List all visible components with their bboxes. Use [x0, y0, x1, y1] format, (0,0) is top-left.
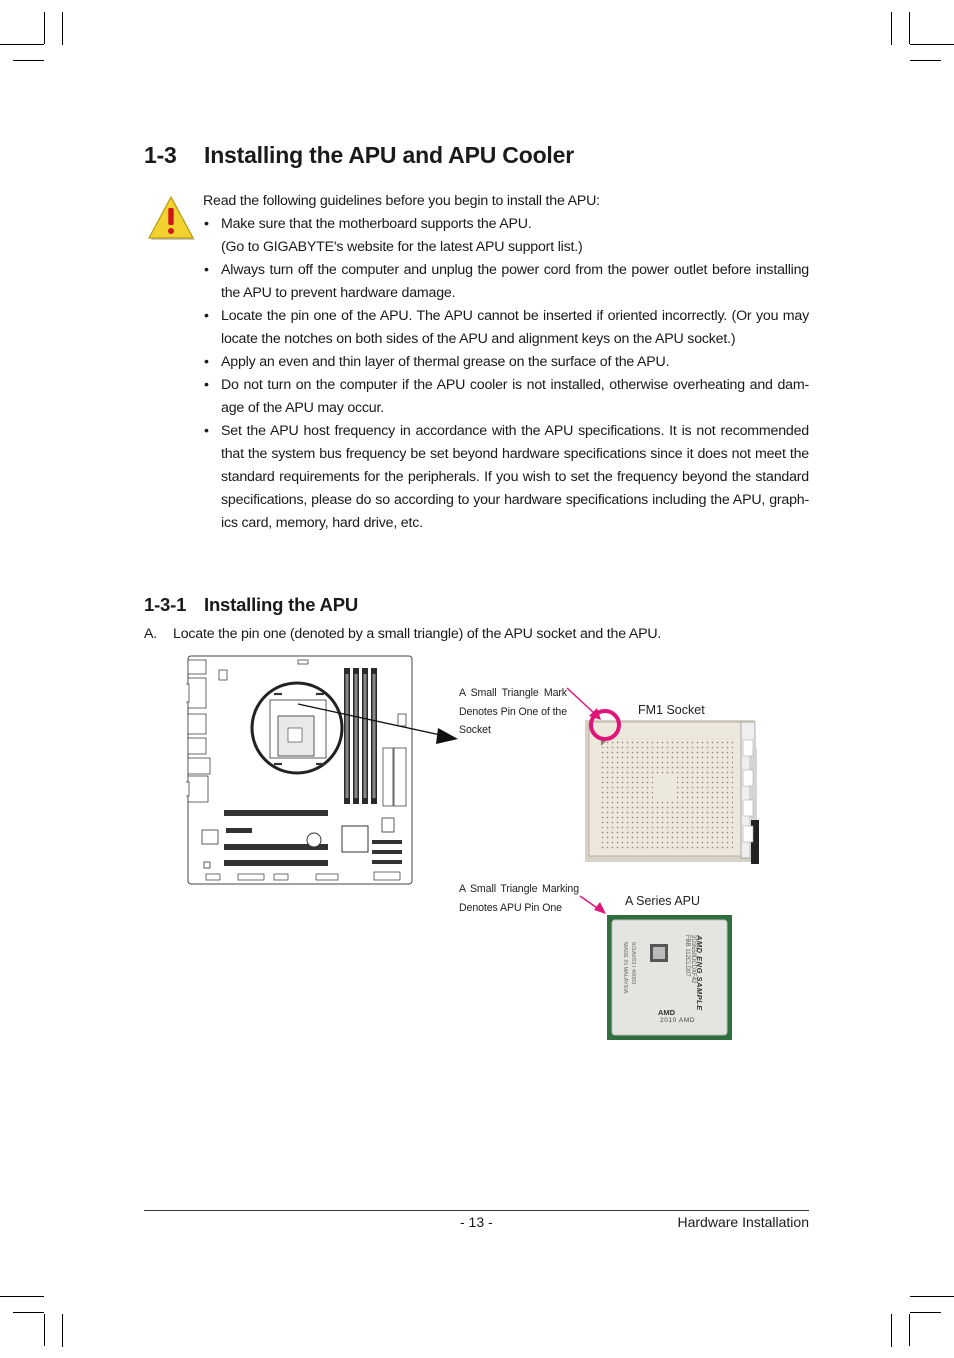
apu-chip-side-text [624, 942, 638, 1012]
crop-mark [910, 1312, 941, 1313]
apu-chip-text [684, 935, 730, 1011]
crop-mark [910, 44, 954, 45]
step-a [144, 626, 824, 642]
chip-code-line: 2D3550DCDXF42 [690, 935, 696, 984]
warning-icon [146, 194, 196, 242]
crop-mark [0, 44, 44, 45]
section-title: Installing the APU and APU Cooler [204, 142, 574, 168]
crop-mark [0, 1296, 44, 1297]
guidelines-list [203, 213, 809, 535]
chip-code-line: 9J1A0S3 I 40003 [630, 942, 636, 985]
subsection-heading [144, 594, 358, 616]
crop-mark [62, 12, 63, 45]
warning-guidelines [203, 190, 809, 535]
list-item-text: Locate the pin one of the APU. The APU cannot be inserted if oriented incorrectly. (Or you may locate the notches on both sides of the APU and alignment keys on the APU socket.) [221, 308, 809, 347]
list-item [203, 420, 809, 535]
list-item-text: Apply an even and thin layer of thermal grease on the surface of the APU. [221, 354, 670, 370]
chip-code-line: FBB 112CLD07 [684, 935, 690, 977]
pointer-arrow-icon [250, 690, 460, 780]
bullet-icon: • [204, 308, 209, 324]
list-item [203, 305, 809, 351]
bullet-icon: • [204, 423, 209, 439]
crop-mark [910, 60, 941, 61]
chip-year: 2010 AMD [660, 1017, 696, 1024]
section-number: 1-3 [144, 142, 177, 168]
list-item [203, 351, 809, 374]
crop-mark [13, 60, 44, 61]
list-item-text: Make sure that the motherboard supports the APU. [221, 216, 532, 232]
footer-section-name: Hardware Installation [677, 1214, 809, 1230]
crop-mark [62, 1314, 63, 1347]
crop-mark [13, 1312, 44, 1313]
list-item-text: Set the APU host frequency in accordance with the APU specifications. It is not recommended that the system bus frequency be set beyond hardware specifications since it does not meet the standard requirements for the peripherals. If you wish to set the frequency beyond the standard specifications, please do so according to your hardware specifications including the APU, graph-ics card, memory, hard drive, etc. [221, 423, 809, 531]
list-item-text: Do not turn on the computer if the APU cooler is not installed, otherwise overheating and dam-age of the APU may occur. [221, 377, 809, 416]
crop-mark [909, 1314, 910, 1346]
crop-mark [891, 12, 892, 45]
list-item-text: Always turn off the computer and unplug the power cord from the power outlet before installing the APU to prevent hardware damage. [221, 262, 809, 301]
chip-origin: MADE IN MALAYSIA [622, 942, 628, 994]
crop-mark [891, 1314, 892, 1347]
list-item [203, 259, 809, 305]
crop-mark [909, 12, 910, 44]
fm1-socket-label: FM1 Socket [638, 703, 705, 717]
subsection-title: Installing the APU [204, 594, 359, 615]
bullet-icon: • [204, 354, 209, 370]
footer-divider [144, 1210, 809, 1211]
bullet-icon: • [204, 216, 209, 232]
page-number: - 13 - [460, 1214, 493, 1230]
chip-logo: AMD [658, 1008, 676, 1017]
step-text: Locate the pin one (denoted by a small triangle) of the APU socket and the APU. [173, 626, 662, 642]
guidelines-intro: Read the following guidelines before you begin to install the APU: [203, 193, 600, 209]
bullet-icon: • [204, 262, 209, 278]
step-letter: A. [144, 626, 158, 642]
socket-pin-callout: A Small Triangle Mark Denotes Pin One of the Socket [459, 687, 567, 736]
crop-mark [44, 1314, 45, 1346]
crop-mark [44, 12, 45, 44]
callout-arrow-icon [565, 686, 605, 726]
apu-pin-callout: A Small Triangle Marking Denotes APU Pin One [459, 883, 579, 914]
subsection-number: 1-3-1 [144, 594, 187, 615]
chip-brand-line: AMD ENG SAMPLE [695, 935, 704, 1011]
list-item [203, 374, 809, 420]
apu-label: A Series APU [625, 894, 701, 908]
section-heading [144, 142, 574, 169]
fm1-socket-image [585, 700, 760, 865]
bullet-icon: • [204, 377, 209, 393]
list-item-text: (Go to GIGABYTE's website for the latest APU support list.) [221, 239, 583, 255]
list-item [203, 213, 809, 259]
crop-mark [910, 1296, 954, 1297]
